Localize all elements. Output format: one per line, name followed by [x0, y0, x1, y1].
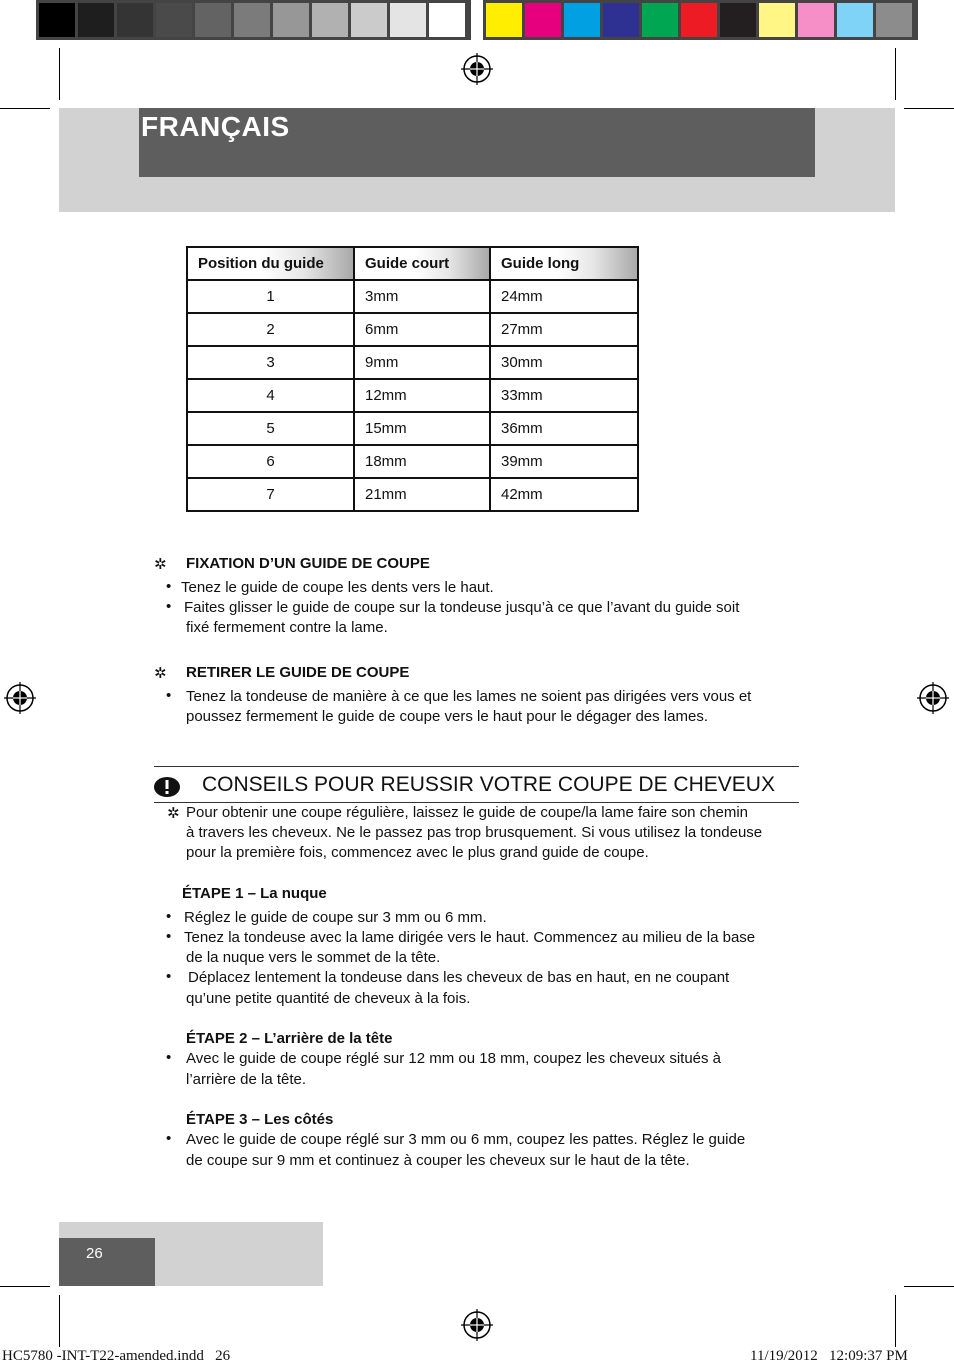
registration-mark-icon — [4, 682, 36, 714]
etape2-heading: ÉTAPE 2 – L’arrière de la tête — [186, 1030, 393, 1047]
table-row — [187, 346, 638, 379]
table-cell: 3 — [187, 346, 354, 379]
process-swatch — [876, 3, 912, 37]
table-cell: 7 — [187, 478, 354, 511]
table-cell: 42mm — [490, 478, 638, 511]
section-rule-top — [154, 766, 799, 767]
registration-mark-icon — [461, 1309, 493, 1341]
conseils-intro-3: pour la première fois, commencez avec le plus grand guide de coupe. — [186, 844, 649, 861]
slug-filename: HC5780 -INT-T22-amended.indd 26 — [2, 1348, 231, 1364]
table-cell: 39mm — [490, 445, 638, 478]
color-swatch-strip — [483, 0, 918, 40]
star-bullet-icon: ✲ — [167, 805, 180, 822]
table-row — [187, 478, 638, 511]
etape3-line-1: Avec le guide de coupe réglé sur 3 mm ou 6 mm, coupez les pattes. Réglez le guide — [186, 1131, 746, 1148]
process-swatch — [798, 3, 834, 37]
table-cell: 1 — [187, 280, 354, 313]
bullet-icon: • — [166, 908, 172, 925]
table-header-row — [187, 247, 638, 280]
gray-swatch — [39, 3, 75, 37]
fixation-heading: FIXATION D’UN GUIDE DE COUPE — [186, 555, 430, 572]
registration-mark-icon — [461, 53, 493, 85]
etape3-heading: ÉTAPE 3 – Les côtés — [186, 1111, 334, 1128]
table-cell: 21mm — [354, 478, 490, 511]
page-number: 26 — [86, 1245, 103, 1262]
crop-mark — [59, 1295, 60, 1347]
etape1-heading: ÉTAPE 1 – La nuque — [182, 885, 327, 902]
etape1-line-3: de la nuque vers le sommet de la tête. — [186, 949, 441, 966]
crop-mark — [0, 108, 50, 109]
gray-swatch — [156, 3, 192, 37]
gray-swatch — [312, 3, 348, 37]
table-cell: 2 — [187, 313, 354, 346]
table-row — [187, 412, 638, 445]
table-cell: 6mm — [354, 313, 490, 346]
table-header-long-guide: Guide long — [490, 247, 638, 280]
bullet-icon: • — [166, 1130, 172, 1147]
table-row — [187, 445, 638, 478]
process-swatch — [642, 3, 678, 37]
gray-swatch-strip — [36, 0, 471, 40]
table-cell: 12mm — [354, 379, 490, 412]
bullet-icon: • — [166, 687, 172, 704]
table-header-position: Position du guide — [187, 247, 354, 280]
crop-mark — [904, 1286, 954, 1287]
process-swatch — [486, 3, 522, 37]
crop-mark — [59, 48, 60, 100]
star-bullet-icon: ✲ — [154, 665, 167, 682]
table-row — [187, 280, 638, 313]
etape2-line-2: l’arrière de la tête. — [186, 1071, 307, 1088]
crop-mark — [895, 1295, 896, 1347]
conseils-intro-2: à travers les cheveux. Ne le passez pas trop brusquement. Si vous utilisez la tondeuse — [186, 824, 763, 841]
process-swatch — [837, 3, 873, 37]
table-cell: 9mm — [354, 346, 490, 379]
table-row — [187, 379, 638, 412]
gray-swatch — [273, 3, 309, 37]
crop-mark — [904, 108, 954, 109]
gray-swatch — [78, 3, 114, 37]
crop-mark — [0, 1286, 50, 1287]
bullet-icon: • — [166, 578, 172, 595]
etape3-line-2: de coupe sur 9 mm et continuez à couper les cheveux sur le haut de la tête. — [186, 1152, 690, 1169]
table-cell: 18mm — [354, 445, 490, 478]
process-swatch — [564, 3, 600, 37]
table-cell: 27mm — [490, 313, 638, 346]
etape1-line-2: Tenez la tondeuse avec la lame dirigée vers le haut. Commencez au milieu de la base — [184, 929, 756, 946]
gray-swatch — [117, 3, 153, 37]
etape2-line-1: Avec le guide de coupe réglé sur 12 mm ou 18 mm, coupez les cheveux situés à — [186, 1050, 722, 1067]
etape1-line-5: qu’une petite quantité de cheveux à la fois. — [186, 990, 471, 1007]
bullet-icon: • — [166, 598, 172, 615]
warning-icon — [153, 776, 181, 798]
table-cell: 5 — [187, 412, 354, 445]
fixation-bullet-1: Tenez le guide de coupe les dents vers le haut. — [181, 579, 494, 596]
footer-page-bar — [59, 1238, 155, 1286]
bullet-icon: • — [166, 928, 172, 945]
table-cell: 4 — [187, 379, 354, 412]
gray-swatch — [390, 3, 426, 37]
fixation-bullet-2-cont: fixé fermement contre la lame. — [186, 619, 388, 636]
registration-mark-icon — [917, 682, 949, 714]
etape1-line-1: Réglez le guide de coupe sur 3 mm ou 6 mm. — [184, 909, 487, 926]
table-cell: 33mm — [490, 379, 638, 412]
table-cell: 15mm — [354, 412, 490, 445]
retirer-line-1: Tenez la tondeuse de manière à ce que les lames ne soient pas dirigées vers vous et — [186, 688, 752, 705]
gray-swatch — [351, 3, 387, 37]
table-cell: 24mm — [490, 280, 638, 313]
guide-table — [186, 246, 639, 512]
bullet-icon: • — [166, 1049, 172, 1066]
process-swatch — [525, 3, 561, 37]
process-swatch — [603, 3, 639, 37]
table-cell: 30mm — [490, 346, 638, 379]
table-cell: 6 — [187, 445, 354, 478]
gray-swatch — [234, 3, 270, 37]
retirer-line-2: poussez fermement le guide de coupe vers le haut pour le dégager des lames. — [186, 708, 708, 725]
slug-timestamp: 11/19/2012 12:09:37 PM — [750, 1348, 908, 1364]
star-bullet-icon: ✲ — [154, 556, 167, 573]
process-swatch — [759, 3, 795, 37]
crop-mark — [895, 48, 896, 100]
gray-swatch — [195, 3, 231, 37]
etape1-line-4: Déplacez lentement la tondeuse dans les cheveux de bas en haut, en ne coupant — [188, 969, 730, 986]
table-header-short-guide: Guide court — [354, 247, 490, 280]
page-title: FRANÇAIS — [141, 111, 290, 142]
table-row — [187, 313, 638, 346]
conseils-heading: CONSEILS POUR REUSSIR VOTRE COUPE DE CHEVEUX — [202, 773, 775, 796]
gray-swatch — [429, 3, 465, 37]
retirer-heading: RETIRER LE GUIDE DE COUPE — [186, 664, 410, 681]
fixation-bullet-2: Faites glisser le guide de coupe sur la tondeuse jusqu’à ce que l’avant du guide soit — [184, 599, 740, 616]
bullet-icon: • — [166, 968, 172, 985]
process-swatch — [681, 3, 717, 37]
conseils-intro-1: Pour obtenir une coupe régulière, laissez le guide de coupe/la lame faire son chemin — [186, 804, 749, 821]
table-cell: 3mm — [354, 280, 490, 313]
table-cell: 36mm — [490, 412, 638, 445]
process-swatch — [720, 3, 756, 37]
